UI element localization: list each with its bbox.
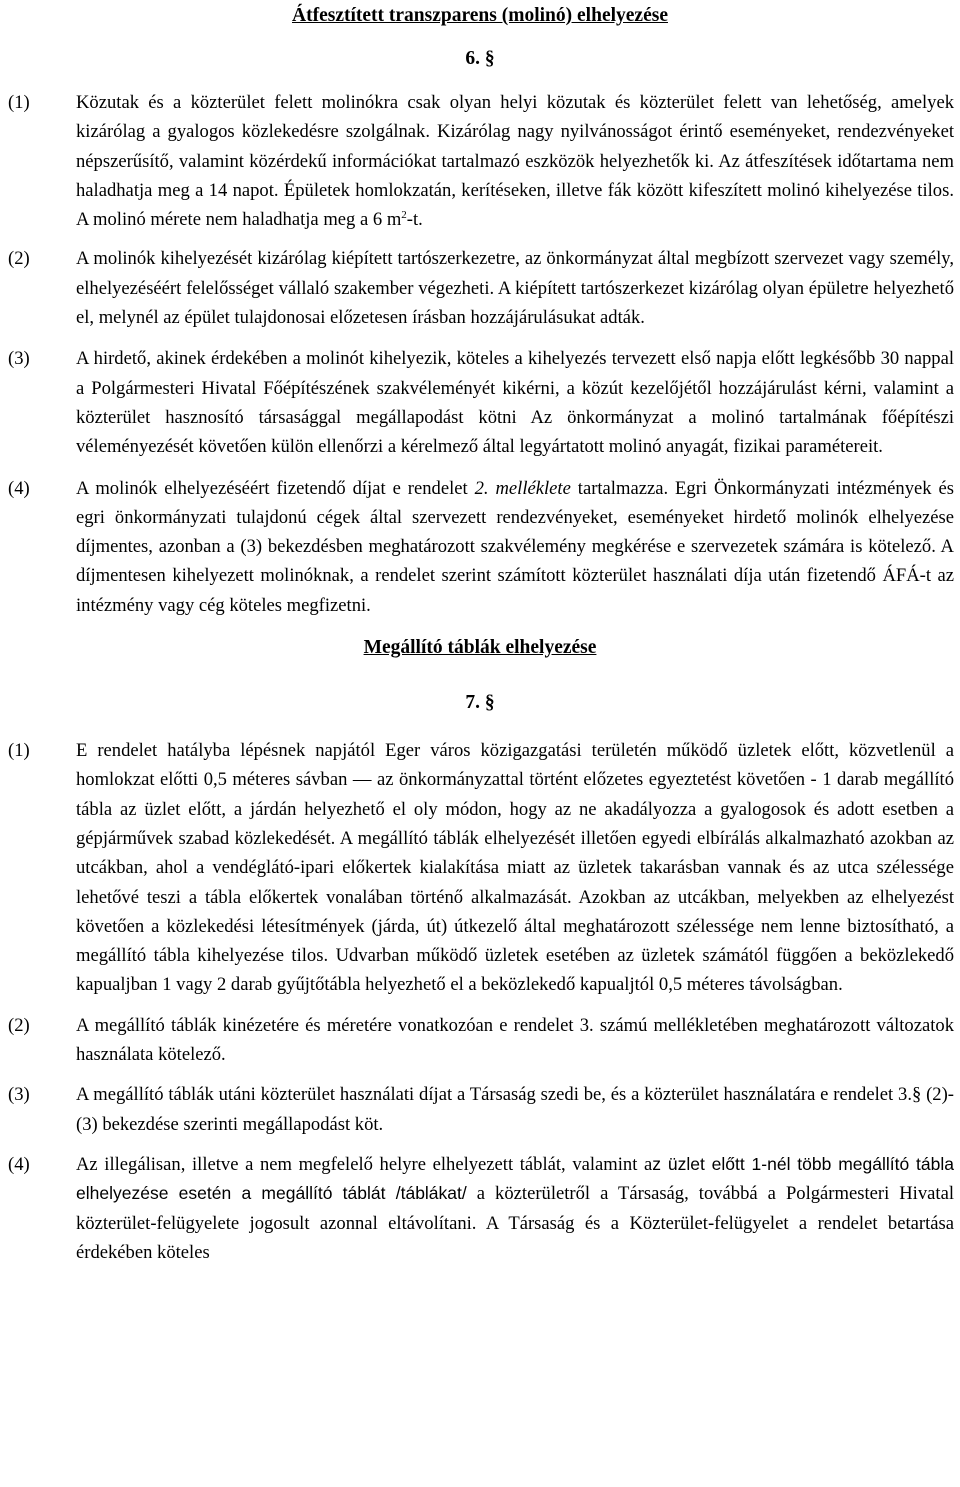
section-6-paragraph-2	[0, 244, 960, 332]
paragraph-number: (4)	[8, 477, 30, 499]
section-6-heading: Átfesztített transzparens (molinó) elhelyezése	[292, 5, 668, 26]
section-7-paragraph-4	[0, 1150, 960, 1267]
paragraph-text: A molinók kihelyezését kizárólag kiépített tartószerkezetre, az önkormányzat által megbízott szervezet vagy személy, elhelyezéséért felelősséget vállaló szakember végezheti. A kiépített tartószerkezet kizárólag olyan épületre helyezhető el, melynél az épület tulajdonosai előzetesen írásban hozzájárulásukat adták.	[76, 248, 954, 329]
section-7-paragraph-1	[0, 736, 960, 1000]
paragraph-number: (2)	[8, 248, 30, 270]
paragraph-text: E rendelet hatályba lépésnek napjától Eger város közigazgatási területén működő üzletek előtt, közvetlenül a homlokzat előtti 0,5 méteres sávban — az önkormányzattal történt előzetes egyeztetést követően - 1 darab megállító tábla az üzlet előtt, a járdán helyezhető el oly módon, hogy az ne akadályozza a gyalogosok és adott esetben a gépjárművek szabad közlekedését. A megállító táblák elhelyezését illetően egyedi elbírálás alkalmazható azokban az utcákban, ahol a vendéglátó-ipari előkertek kialakítása miatt az üzletek takarásban vannak és az utca szélessége lehetővé teszi a tábla előkertek vonalában történő alkalmazását. Azokban az utcákban, melyekben az elhelyezést követően a közlekedési létesítmények (járda, út) útkezelő által meghatározott szélessége nem lenne biztosítható, a megállító tábla kihelyezése tilos. Udvarban működő üzletek esetében az üzletek számától függően a beközlekedő kapualjban 1 vagy 2 darab gyűjtőtábla helyezhető el a beközlekedő kapualjtól 0,5 méteres távolságban.	[76, 740, 954, 996]
paragraph-text: A molinók elhelyezéséért fizetendő díjat e rendelet 2. melléklete tartalmazza. Egri Önkormányzati intézmények és egri önkormányzati tulajdonú cégek által szervezett rendezvényeket, eseményeket hirdető molinók elhelyezése díjmentes, azonban a (3) bekezdésben meghatározott szakvélemény megkérése e szervezetek számára is kötelező. A díjmentesen kihelyezett molinóknak, a rendelet szerint számított közterület használati díja után fizetendő ÁFÁ-t az intézmény vagy cég köteles megfizetni.	[76, 477, 955, 616]
section-6-paragraph-3	[0, 344, 960, 461]
paragraph-number: (1)	[8, 740, 30, 762]
paragraph-text: A hirdető, akinek érdekében a molinót kihelyezik, köteles a kihelyezés tervezett első napja előtt legkésőbb 30 nappal a Polgármesteri Hivatal Főépítészének szakvéleményét kikérni, a közút kezelőjétől hozzájárulást kérni, valamint a közterület hasznosító társasággal megállapodást kötni Az önkormányzat a molinó tartalmának főépítészi véleményezését követően külön ellenőrzi a kérelmező által legyártatott molinó anyagát, fizikai paramétereit.	[76, 348, 954, 458]
section-7-number: 7. §	[465, 692, 495, 714]
paragraph-text: Közutak és a közterület felett molinókra csak olyan helyi közutak és közterület felett van lehetőség, amelyek kizárólag a gyalogos közlekedésre szolgálnak. Kizárólag nagy nyilvánosságot érintő eseményeket, rendezvényeket népszerűsítő, valamint közérdekű információkat tartalmazó eszközök helyezhetők ki. Az átfeszítések időtartama nem haladhatja meg a 14 napot. Épületek homlokzatán, kerítéseken, illetve fák között kifeszített molinó kihelyezése tilos. A molinó mérete nem haladhatja meg a 6 $m^2-t$.	[76, 92, 954, 231]
paragraph-number: (2)	[8, 1014, 30, 1036]
section-6-paragraph-1	[0, 88, 960, 234]
section-7-paragraph-2	[0, 1011, 960, 1070]
paragraph-text: Az illegálisan, illetve a nem megfelelő helyre elhelyezett táblát, valamint az üzlet előtt 1-nél több megállító tábla elhelyezése esetén a megállító táblát /táblákat/ a közterületről a Társaság, továbbá a Polgármesteri Hivatal közterület-felügyelete jogosult azonnal eltávolítani. A Társaság és a Közterület-felügyelet a rendelet betartása érdekében köteles	[76, 1153, 954, 1263]
section-7-heading: Megállító táblák elhelyezése	[363, 637, 597, 659]
paragraph-text: A megállító táblák kinézetére és méretére vonatkozóan e rendelet 3. számú mellékletében meghatározott változatok használata kötelező.	[76, 1014, 954, 1066]
paragraph-text: A megállító táblák utáni közterület használati díjat a Társaság szedi be, és a közterület használatára e rendelet 3.§ (2)-(3) bekezdése szerinti megállapodást köt.	[76, 1084, 954, 1135]
paragraph-number: (1)	[8, 92, 30, 113]
paragraph-number: (4)	[8, 1153, 30, 1175]
paragraph-number: (3)	[8, 348, 30, 370]
section-6-number: 6. §	[465, 48, 495, 69]
section-7-paragraph-3	[0, 1080, 960, 1139]
section-6-paragraph-4	[0, 474, 960, 620]
paragraph-number: (3)	[8, 1084, 30, 1106]
